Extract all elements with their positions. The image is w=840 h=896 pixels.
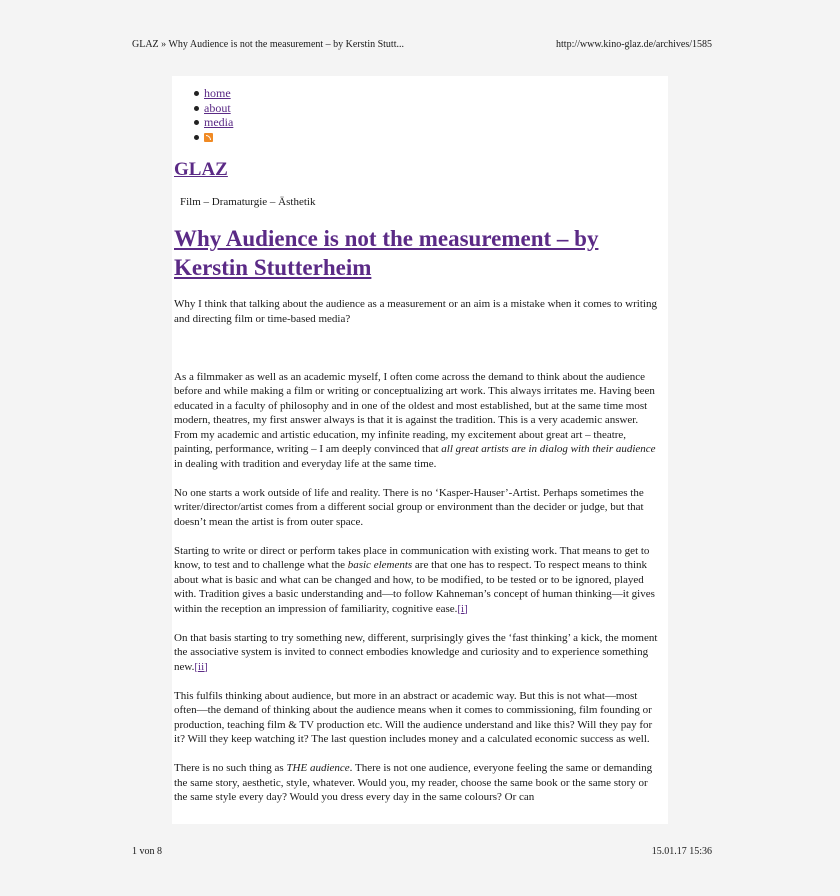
print-datetime: 15.01.17 15:36: [651, 846, 712, 857]
page-number: 1 von 8: [132, 846, 162, 857]
paragraph-4: [174, 631, 662, 675]
article-body: [174, 297, 662, 819]
post-title: [174, 224, 644, 282]
paragraph-2: No one starts a work outside of life and reality. There is no ‘Kasper-Hauser’-Artist. Perhaps sometimes the writer/director/artist comes from a different social group or environment than the decider or judge, but that doesn’t mean the artist is from outer space.: [174, 486, 644, 528]
paragraph-1-emphasis: all great artists are in dialog with their audience: [441, 443, 656, 455]
paragraph-6-text-a: There is no such thing as: [174, 762, 287, 774]
paragraph-3-emphasis: basic elements: [347, 559, 413, 571]
paragraph-1-text-b: in dealing with tradition and everyday life at the same time.: [174, 457, 437, 470]
paragraph-6: [174, 761, 662, 805]
paragraph-1-text-a: As a filmmaker as well as an academic myself, I often come across the demand to think about the audience before and while making a film or writing or conceptualizing art work. This always irritates me. Having been educated in a faculty of philosophy and in one of the oldest and most established, but at the same time most modern, theatres, my first answer always is that it is against the tradition. This is a very academic answer. From my academic and artistic education, my infinite reading, my excitement about great art – theatre, painting, performance, writing – I am deeply convinced that: [174, 370, 655, 455]
site-title: [174, 158, 228, 182]
nav-link-media[interactable]: media: [204, 115, 234, 129]
paragraph-3: [174, 544, 662, 617]
site-tagline: Film – Dramaturgie – Ästhetik: [180, 196, 316, 208]
rss-icon[interactable]: [204, 133, 213, 142]
intro-paragraph: Why I think that talking about the audience as a measurement or an aim is a mistake when it comes to writing and directing film or time-based media?: [174, 298, 657, 325]
paragraph-3-text-a: Starting to write or direct or perform takes place in communication with existing work. That means to get to know, to test and to challenge what the: [174, 544, 650, 571]
paragraph-6-text-b: . There is not one audience, everyone feeling the same or demanding the same story, aesthetic, style, whatever. Would you, my reader, choose the same book or the same story or the same style every day? Would you dress every day in the same colours? Or can: [174, 762, 653, 803]
print-header-title: GLAZ » Why Audience is not the measurement – by Kerstin Stutt...: [132, 39, 404, 50]
paragraph-1: [174, 370, 662, 472]
paragraph-5: This fulfils thinking about audience, but more in an abstract or academic way. But this is not what—most often—the demand of thinking about the audience means when it comes to commissioning, film founding or production, teaching film & TV production etc. Will the audience understand and like this? Will they pay for it? Will they keep watching it? The last question includes money and a calculated economic success as well.: [174, 689, 653, 745]
post-title-link[interactable]: Why Audience is not the measurement – by Kerstin Stutterheim: [174, 226, 599, 280]
nav-link-about[interactable]: about: [204, 100, 231, 115]
nav-link-home[interactable]: home: [204, 86, 231, 100]
nav-item-media: [192, 115, 233, 130]
paragraph-6-emphasis: THE audience: [286, 762, 350, 774]
paragraph-3-text-b: are that one has to respect. To respect means to think about what is basic and what can be changed and how, to be modified, to be tested or to be ignored, played with. Tradition gives a basic understanding and—to follow Kahneman’s concept of human thinking—it gives within the reception an impression of familiarity, cognitive ease.: [174, 559, 655, 615]
nav-item-rss: [192, 130, 233, 145]
print-header-url: http://www.kino-glaz.de/archives/1585: [556, 39, 712, 50]
footnote-link-ii[interactable]: [ii]: [194, 660, 208, 673]
main-nav: [192, 86, 233, 144]
nav-item-about: [192, 101, 233, 116]
nav-item-home: [192, 86, 233, 101]
paragraph-4-text: On that basis starting to try something new, different, surprisingly gives the ‘fast thinking’ a kick, the moment the associative system is invited to connect embodies knowledge and curiosity and to experience something new.: [174, 631, 658, 673]
footnote-link-i[interactable]: [i]: [457, 602, 468, 615]
page-content: [172, 76, 668, 824]
site-title-link[interactable]: GLAZ: [174, 159, 228, 180]
